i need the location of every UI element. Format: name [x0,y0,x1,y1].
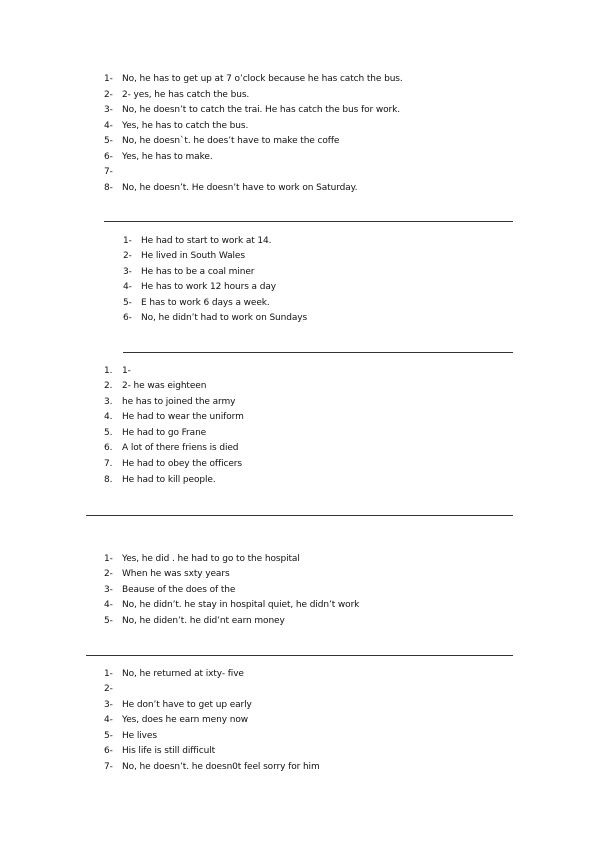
answer-text: No, he didn’t. he stay in hospital quiet, he didn’t work [122,600,360,610]
answer-text: Yes, does he earn meny now [122,715,248,725]
answer-text: He lives [122,731,157,741]
answer-text: 1- [122,366,131,376]
answer-number: 7- [104,167,113,177]
answer-text: No, he didn’t had to work on Sundays [141,313,308,323]
answer-text: He had to go Frane [122,428,207,438]
answer-number: 5- [104,731,113,741]
answer-text: Yes, he has to make. [122,152,213,162]
answer-text: Yes, he did . he had to go to the hospital [122,554,300,564]
answer-number: 1- [123,236,132,246]
answer-number: 4- [104,121,113,131]
answer-number: 1- [104,74,113,84]
answer-text: He had to start to work at 14. [141,236,272,246]
answer-number: 6- [123,313,132,323]
answer-text: He had to obey the officers [122,459,242,469]
answer-text: When he was sxty years [122,569,230,579]
answer-number: 7- [104,762,113,772]
answer-number: 5. [104,428,113,438]
answer-text: he has to joined the army [122,397,236,407]
answer-text: No, he doesn’t. He doesn’t have to work on Saturday. [122,183,358,193]
answer-text: His life is still difficult [122,746,216,756]
answer-number: 8. [104,475,113,485]
answer-text: No, he has to get up at 7 o’clock because he has catch the bus. [122,74,403,84]
answer-text: No, he doesn’t to catch the trai. He has catch the bus for work. [122,105,400,115]
answer-number: 2- [104,90,113,100]
divider-line [123,352,513,353]
answer-number: 7. [104,459,113,469]
answer-number: 3- [123,267,132,277]
divider-line [104,221,513,222]
answer-number: 8- [104,183,113,193]
answer-number: 1- [104,554,113,564]
answer-text: No, he diden’t. he did’nt earn money [122,616,285,626]
answer-text: 2- he was eighteen [122,381,207,391]
answer-text: He has to work 12 hours a day [141,282,276,292]
answer-text: Yes, he has to catch the bus. [122,121,249,131]
answer-number: 4- [104,600,113,610]
answer-number: 4. [104,412,113,422]
answer-text: He lived in South Wales [141,251,245,261]
answer-text: No, he doesn`t. he does’t have to make the coffe [122,136,340,146]
answer-number: 3- [104,585,113,595]
answer-number: 1- [104,669,113,679]
answer-number: 6. [104,443,113,453]
answer-text: No, he doesn’t. he doesn0t feel sorry for him [122,762,320,772]
divider-line [86,655,513,656]
answer-number: 4- [123,282,132,292]
answer-text: He has to be a coal miner [141,267,255,277]
answer-text: He had to kill people. [122,475,216,485]
answer-number: 5- [123,298,132,308]
answer-number: 4- [104,715,113,725]
answer-number: 2- [104,684,113,694]
answer-text: Beause of the does of the [122,585,236,595]
answer-number: 6- [104,746,113,756]
answer-text: No, he returned at ixty- five [122,669,244,679]
answer-text: A lot of there friens is died [122,443,239,453]
divider-line [86,515,513,516]
answer-number: 3. [104,397,113,407]
answer-number: 2. [104,381,113,391]
answer-number: 2- [123,251,132,261]
answer-number: 3- [104,105,113,115]
answer-text: He had to wear the uniform [122,412,244,422]
answer-number: 6- [104,152,113,162]
answer-text: 2- yes, he has catch the bus. [122,90,250,100]
answer-number: 5- [104,136,113,146]
answer-text: E has to work 6 days a week. [141,298,270,308]
answer-number: 2- [104,569,113,579]
answer-number: 5- [104,616,113,626]
answer-number: 1. [104,366,113,376]
answer-text: He don’t have to get up early [122,700,252,710]
answer-number: 3- [104,700,113,710]
